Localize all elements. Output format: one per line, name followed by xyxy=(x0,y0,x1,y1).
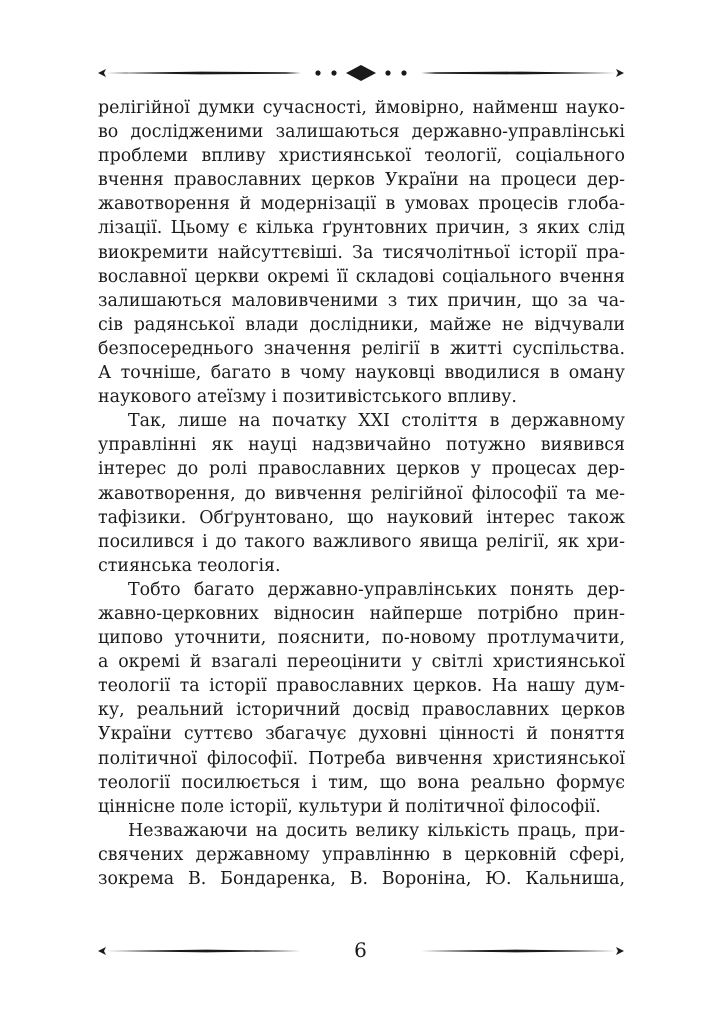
text-line: жавно-церковних відносин найперше потрібно прин- xyxy=(98,603,625,624)
text-line: вославної церкви окремі її складові соціального вчення xyxy=(98,266,625,287)
page-number: 6 xyxy=(354,938,367,962)
text-line: жавотворення, до вивчення релігійної філософії та ме- xyxy=(98,483,625,504)
text-line: а окремі й взагалі переоцінити у світлі християнської xyxy=(98,652,625,673)
text-line: жавотворення й модернізації в умовах процесів глоба- xyxy=(98,194,625,215)
text-line: релігійної думки сучасності, ймовірно, найменш науко- xyxy=(98,98,625,118)
top-ornament-graphic xyxy=(96,60,626,86)
text-line: сів радянської влади дослідники, майже не відчували xyxy=(98,314,625,335)
text-line: залишаються маловивченими з тих причин, що за ча- xyxy=(98,290,625,311)
text-line: теології та історії православних церков. На нашу дум- xyxy=(98,676,625,697)
text-line: політичної філософії. Потреба вивчення християнської xyxy=(98,748,625,769)
text-line: посилився і до такого важливого явища релігії, як хри- xyxy=(98,531,625,552)
text-line: свячених державному управлінню в церковній сфері, xyxy=(98,844,625,865)
text-line: України суттєво збагачує духовні цінності й поняття xyxy=(98,724,625,745)
text-line: ціннісне поле історії, культури й політичної філософії. xyxy=(98,796,601,817)
text-line: тафізики. Обґрунтовано, що науковий інтерес також xyxy=(98,507,625,528)
text-line: стиянська теологія. xyxy=(98,555,281,576)
text-line: во дослідженими залишаються державно-управлінські xyxy=(98,122,625,143)
text-line: проблеми впливу християнської теології, соціального xyxy=(98,146,625,167)
text-line: виокремити найсуттєвіші. За тисячолітньої історії пра- xyxy=(98,242,625,263)
text-line: ку, реальний історичний досвід православних церков xyxy=(98,700,625,721)
text-line: наукового атеїзму і позитивістського впливу. xyxy=(98,387,517,408)
paragraph-start-line: Так, лише на початку XXI століття в державному xyxy=(128,411,625,432)
text-line: теології посилюється і тим, що вона реально формує xyxy=(98,772,625,793)
paragraph-start-line: Незважаючи на досить велику кількість праць, при- xyxy=(128,820,625,841)
text-line: управлінні як науці надзвичайно потужно виявився xyxy=(98,435,625,456)
text-line: ципово уточнити, пояснити, по-новому протлумачити, xyxy=(98,628,625,649)
body-text xyxy=(98,96,625,891)
text-line: лізації. Цьому є кілька ґрунтовних причин, з яких слід xyxy=(98,218,625,239)
text-line: безпосереднього значення релігії в житті суспільства. xyxy=(98,338,625,359)
paragraph-start-line: Тобто багато державно-управлінських понять дер- xyxy=(128,579,625,600)
text-line: інтерес до ролі православних церков у процесах дер- xyxy=(98,459,625,480)
text-line: А точніше, багато в чому науковці вводилися в оману xyxy=(98,363,625,384)
top-ornament xyxy=(96,60,626,86)
text-line: зокрема В. Бондаренка, В. Вороніна, Ю. Кальниша, xyxy=(98,869,625,889)
text-line: вчення православних церков України на процеси дер- xyxy=(98,170,625,191)
